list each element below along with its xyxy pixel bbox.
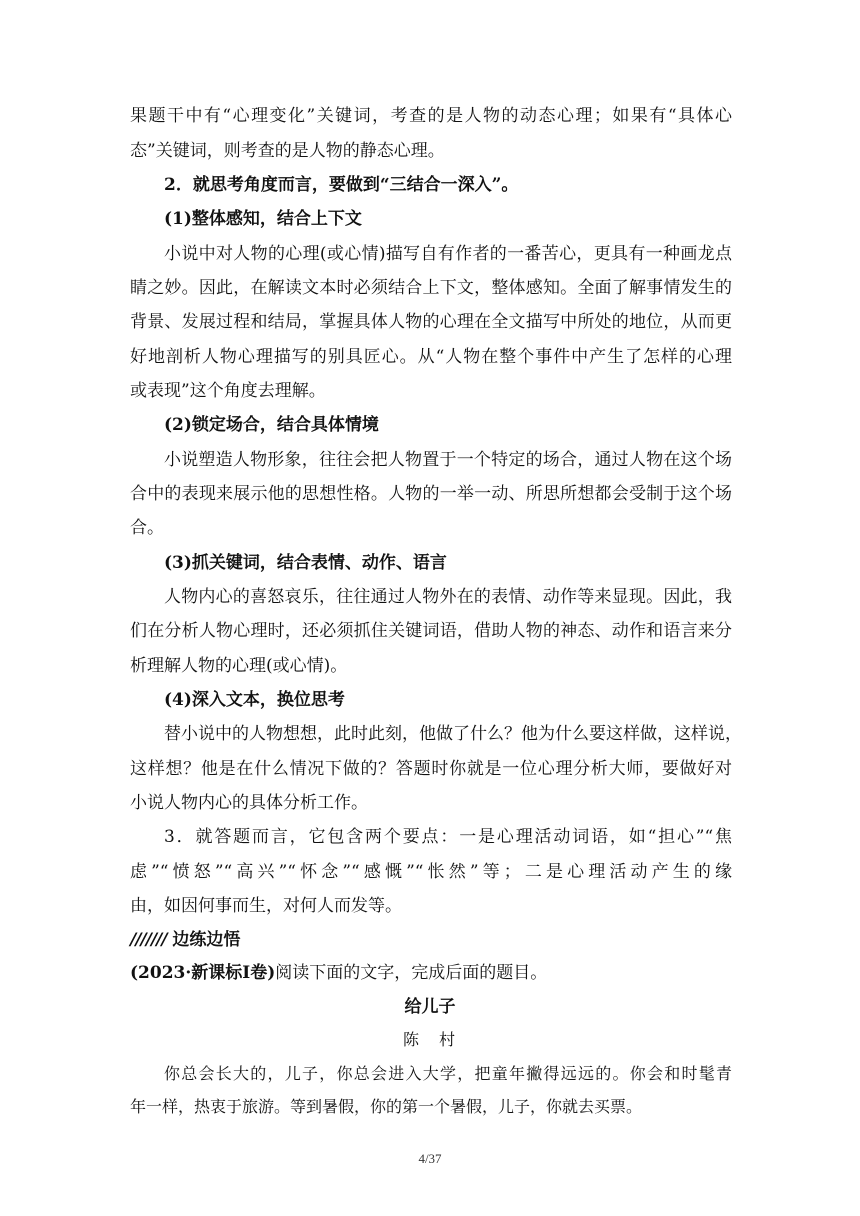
- text-line: 好地剖析人物心理描写的别具匠心。从“人物在整个事件中产生了怎样的心理: [130, 347, 732, 367]
- section-label: 边练边悟: [172, 930, 241, 950]
- text-line: 小说中对人物的心理(或心情)描写自有作者的一番苦心，更具有一种画龙点: [164, 244, 732, 264]
- subheading-2: (2)锁定场合，结合具体情境: [164, 415, 379, 435]
- text-line: 态”关键词，则考查的是人物的静态心理。: [130, 141, 445, 161]
- text-line: 睛之妙。因此，在解读文本时必须结合上下文，整体感知。全面了解事情发生的: [130, 278, 732, 298]
- source-tag: (2023·新课标Ⅰ卷): [130, 963, 276, 983]
- text-line: 合。: [130, 518, 164, 538]
- text-line: 或表现”这个角度去理解。: [130, 381, 326, 401]
- text-line: 由，如因何事而生，对何人而发等。: [130, 896, 402, 916]
- text-line: 小说塑造人物形象，往往会把人物置于一个特定的场合，通过人物在这个场: [164, 450, 732, 470]
- point-2: 2．就思考角度而言，要做到“三结合一深入”。: [164, 175, 519, 195]
- text-line: 小说人物内心的具体分析工作。: [130, 793, 368, 813]
- poem-line: 年一样，热衷于旅游。等到暑假，你的第一个暑假，儿子，你就去买票。: [130, 1097, 643, 1116]
- page-number: 4/37: [418, 1151, 442, 1166]
- text-line: 这样想？他是在什么情况下做的？答题时你就是一位心理分析大师，要做好对: [130, 759, 732, 779]
- poem-author: 陈 村: [402, 1030, 457, 1049]
- text-line: 人物内心的喜怒哀乐，往往通过人物外在的表情、动作等来显现。因此，我: [164, 587, 732, 607]
- text-line: 们在分析人物心理时，还必须抓住关键词语，借助人物的神态、动作和语言来分: [130, 621, 732, 641]
- section-heading: [130, 930, 732, 950]
- subheading-3: (3)抓关键词，结合表情、动作、语言: [164, 553, 447, 573]
- source-line: [130, 963, 732, 983]
- text-line: 替小说中的人物想想，此时此刻，他做了什么？他为什么要这样做，这样说，: [164, 724, 742, 744]
- text-line: 虑”“愤怒”“高兴”“怀念”“感慨”“怅然”等；二是心理活动产生的缘: [130, 862, 732, 882]
- text-line: 合中的表现来展示他的思想性格。人物的一举一动、所思所想都会受制于这个场: [130, 484, 732, 504]
- subheading-4: (4)深入文本，换位思考: [164, 690, 345, 710]
- poem-line: 你总会长大的，儿子，你总会进入大学，把童年撇得远远的。你会和时髦青: [164, 1064, 732, 1083]
- section-slashes: ///////: [130, 930, 167, 950]
- point-2-heading: [164, 175, 732, 195]
- point-3-line: 3．就答题而言，它包含两个要点：一是心理活动词语，如“担心”“焦: [164, 827, 732, 847]
- text-line: 果题干中有“心理变化”关键词，考查的是人物的动态心理；如果有“具体心: [130, 106, 732, 126]
- subheading-1: (1)整体感知，结合上下文: [164, 209, 362, 229]
- poem-title: 给儿子: [404, 997, 456, 1017]
- text-line: 析理解人物的心理(或心情)。: [130, 656, 348, 676]
- source-text: 阅读下面的文字，完成后面的题目。: [275, 963, 548, 983]
- text-line: 背景、发展过程和结局，掌握具体人物的心理在全文描写中所处的地位，从而更: [130, 312, 732, 332]
